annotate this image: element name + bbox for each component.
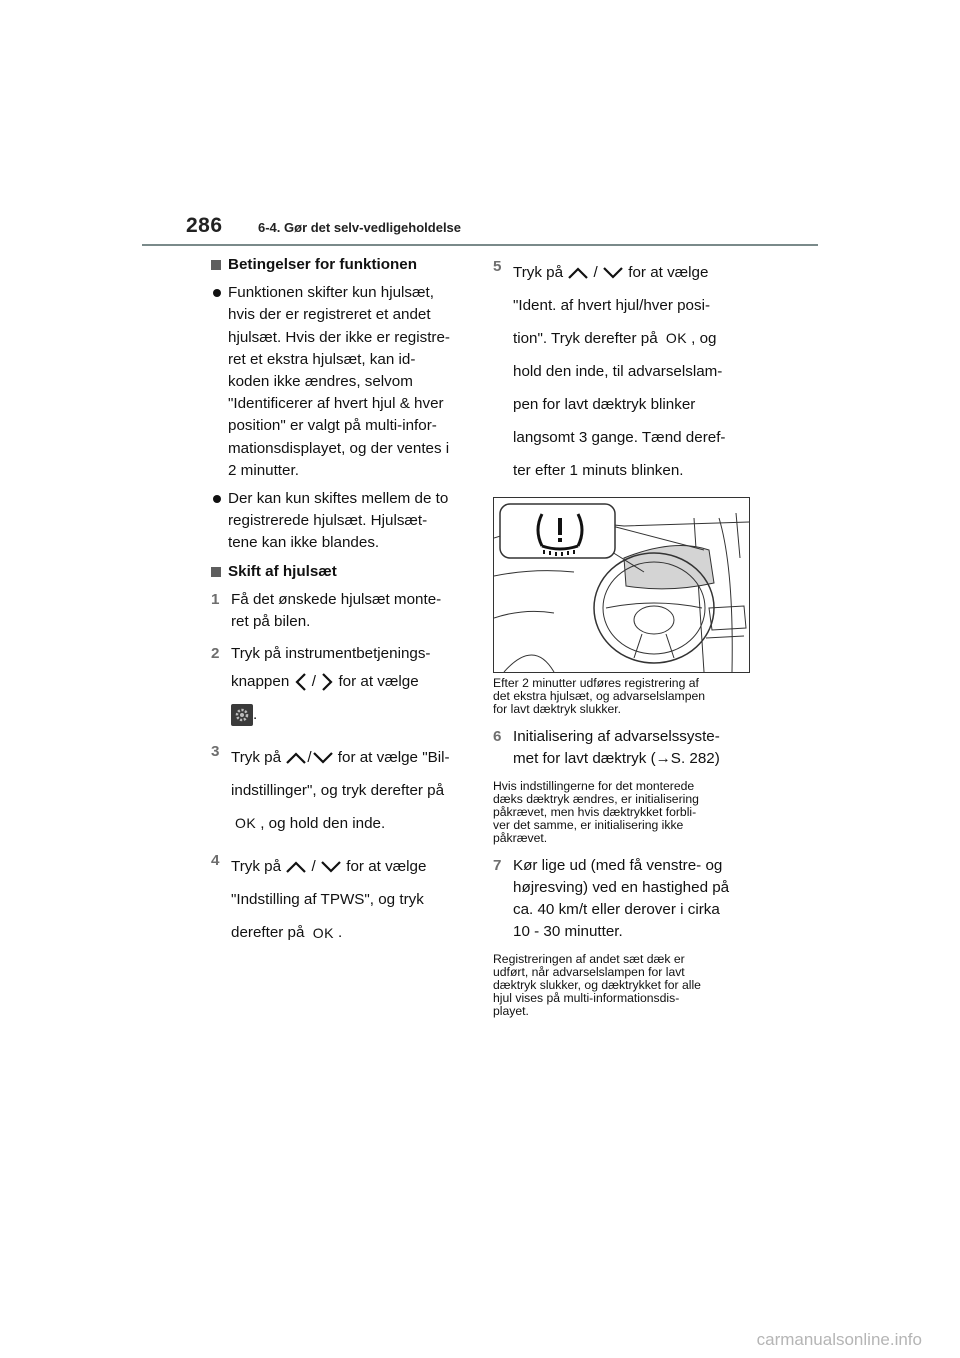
step-5: 5 Tryk på / for at vælge "Ident. af hvert hjul/hver posi- tion". Tryk derefter på OK , og hold den inde, til advarselslam- pen for lavt dæktryk blinker langsomt 3 gange. Tænd deref- ter efter 1 minuts blinken. [493,258,726,480]
chevron-up-icon [567,266,589,280]
bullet-item [211,282,473,482]
chevron-down-icon [602,266,624,280]
right-column [493,258,755,1028]
bullet-line: ret et ekstra hjulsæt, kan id- [228,350,416,368]
header-divider [142,244,818,246]
bullet-line: position" er valgt på multi-infor- [228,417,437,435]
page-number: 286 [186,214,223,237]
heading-switch-wheelset: Skift af hjulsæt [211,561,473,583]
bullet-line: "Identificerer af hvert hjul & hver [228,395,444,413]
bullet-line: 2 minutter. [228,461,299,479]
bullet-line: Funktionen skifter kun hjulsæt, [228,284,434,302]
settings-gear-icon [231,704,253,726]
chevron-up-icon [285,751,307,765]
step-number: 5 [493,258,502,275]
step-number: 6 [493,728,502,746]
bullet-dot-icon [213,495,221,503]
step-2: 2 Tryk på instrumentbetjenings- knappen / for at vælge . [211,643,473,731]
step-6: 6 Initialisering af advarselssyste- met for lavt dæktryk (→S. 282) [493,728,720,768]
step-number: 7 [493,857,502,875]
chevron-right-icon [320,672,334,692]
bullet-item [211,488,473,555]
bullet-line: mationsdisplayet, og der ventes i [228,439,450,457]
chevron-left-icon [294,672,308,692]
illustration-caption: Efter 2 minutter udføres registrering af det ekstra hjulsæt, og advarselslampen for lavt dæktryk slukker. [493,676,706,717]
step-number: 3 [211,742,220,760]
bullet-line: hvis der er registreret et andet [228,306,431,324]
note-initialization: Hvis indstillingerne for det monterede dæks dæktryk ændres, er initialisering påkrævet, men hvis dæktrykket forbli- ver det samme, er initialisering ikke påkrævet. [493,779,699,846]
square-bullet-icon [211,567,221,577]
ok-button-icon: OK [235,815,257,832]
chevron-up-icon [285,860,307,874]
ok-button-icon: OK [312,924,334,941]
square-bullet-icon [211,260,221,270]
tpms-dashboard-drawing [494,498,749,672]
step-7: 7 Kør lige ud (med få venstre- og højresving) ved en hastighed på ca. 40 km/t eller derover i cirka 10 - 30 minutter. [493,857,730,941]
bullet-line: registrerede hjulsæt. Hjulsæt- [228,512,428,530]
step-number: 2 [211,644,220,662]
step-1: 1 Få det ønskede hjulsæt monte- ret på bilen. [211,590,442,630]
section-title: 6-4. Gør det selv-vedligeholdelse [258,220,462,235]
step-number: 4 [211,852,220,870]
step-3: 3 Tryk på / for at vælge "Bil- indstillinger", og tryk derefter på OK , og hold den inde. [211,741,473,840]
bullet-line: hjulsæt. Hvis der ikke er registre- [228,328,450,346]
note-registration: Registreringen af andet sæt dæk er udført, når advarselslampen for lavt dæktryk slukker, og dæktrykket for alle hjul vises på multi-informationsdis- playet. [493,952,701,1019]
dashboard-illustration [493,497,750,673]
heading-conditions: Betingelser for funktionen [211,254,473,276]
bullet-dot-icon [213,289,221,297]
watermark: carmanualsonline.info [756,1330,922,1349]
chevron-down-icon [312,751,334,765]
bullet-line: Der kan kun skiftes mellem de to [228,490,449,508]
step-number: 1 [211,590,220,608]
left-column [211,254,473,960]
bullet-line: tene kan ikke blandes. [228,534,380,552]
step-4: 4 Tryk på / for at vælge "Indstilling af TPWS", og tryk derefter på OK . [211,850,473,949]
ok-button-icon: OK [665,330,688,347]
chevron-down-icon [320,860,342,874]
bullet-line: koden ikke ændres, selvom [228,373,413,391]
